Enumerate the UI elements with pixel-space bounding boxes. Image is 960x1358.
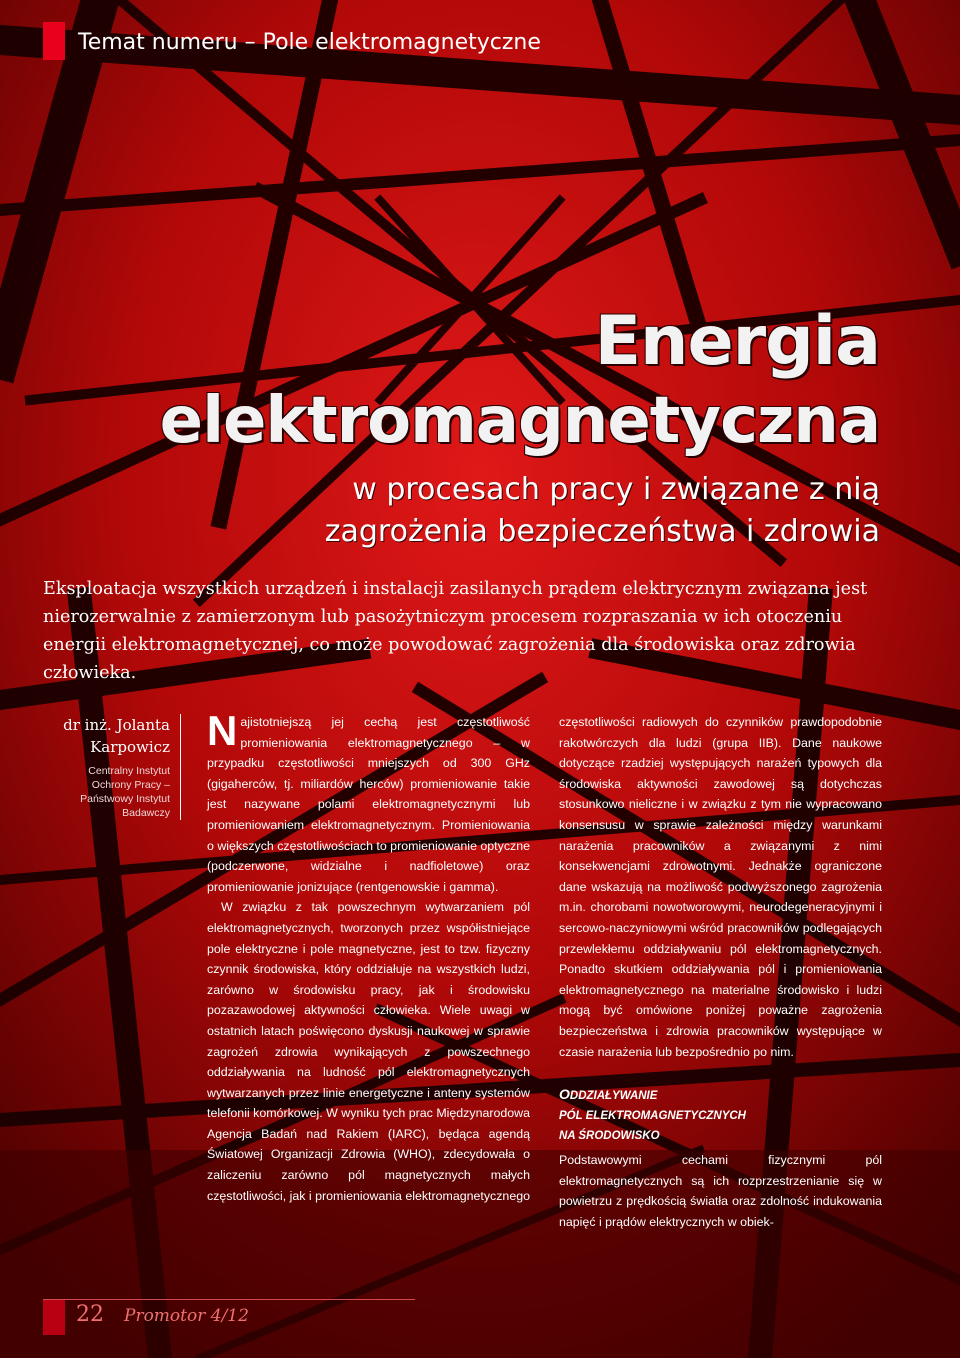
author-divider <box>180 714 181 820</box>
body-paragraph-2: W związku z tak powszechnym wytwarzaniem pól elektromagnetycznych, tworzonych przez współistniejące pole elektryczne i pole magnetyczne, jest to tzw. fizyczny czynnik środowiska, który oddziałuje na wszystkich ludzi, zarówno w środowisku pracy, jak i środowisku pozazawodowej aktywności człowieka. Wiele uwagi w ostatnich latach poświęcono dyskusji naukowej w sprawie zagrożeń zdrowia wynikających z powszechnego oddziaływania na ludność pól elektromagnetycznych wytwarzanych przez linie energetyczne i anteny systemów telefonii komórkowej. W wyniku tych prac Międzynarodowa Agencja Badań nad Rakiem (IARC), będąca agendą Światowej Organizacji Zdrowia (WHO), zdecydowała o zaliczeniu zarówno pól magnetycznych małych częstotliwości, jak i promieniowania elektromagnetycznego <box>207 900 530 1203</box>
body-column-2 <box>559 712 882 1232</box>
author-institution-4: Badawczy <box>122 807 170 819</box>
footer-marker <box>43 1299 65 1335</box>
section-header: Temat numeru – Pole elektromagnetyczne <box>78 30 541 55</box>
author-institution-1: Centralny Instytut <box>88 765 170 777</box>
page-number: 22 <box>76 1302 104 1327</box>
section-heading: ODDZIAŁYWANIE PÓL ELEKTROMAGNETYCZNYCH NA ŚRODOWISKO <box>559 1086 746 1143</box>
title-line-2: elektromagnetyczna <box>159 384 880 458</box>
author-name-2: Karpowicz <box>90 738 170 756</box>
drop-cap: N <box>207 707 238 754</box>
title-line-1: Energia <box>594 302 880 381</box>
author-name-1: dr inż. Jolanta <box>63 716 170 734</box>
section-marker <box>43 22 65 60</box>
lead-paragraph: Eksploatacja wszystkich urządzeń i instalacji zasilanych prądem elektrycznym związana jest nierozerwalnie z zamierzonym lub pasożytniczym procesem rozpraszania w ich otoczeniu energii elektromagnetycznej, co może powodować zagrożenia dla środowiska oraz zdrowia człowieka. <box>43 579 868 683</box>
body-column-1 <box>207 707 530 1206</box>
subtitle-line-1: w procesach pracy i związane z nią <box>352 472 880 507</box>
subtitle-line-2: zagrożenia bezpieczeństwa i zdrowia <box>324 514 880 549</box>
author-institution-3: Państwowy Instytut <box>80 793 170 805</box>
footer-rule <box>43 1299 415 1300</box>
body-paragraph-4: Podstawowymi cechami fizycznymi pól elektromagnetycznych są ich rozprzestrzenianie się w powietrzu z prędkością światła oraz zdolność indukowania napięć i prądów elektrycznych w obiek- <box>559 1153 882 1229</box>
body-paragraph-3: częstotliwości radiowych do czynników prawdopodobnie rakotwórczych dla ludzi (grupa IIB). Dane naukowe dotyczące rzadziej występujących narażeń typowych dla środowiska aktywności zawodowej są dotychczas stosunkowo nieliczne i w związku z tym nie wypracowano konsensusu w sprawie zależności między warunkami narażenia pracowników a związanymi z nimi konsekwencjami zdrowotnymi. Jednakże ograniczone dane wskazują na możliwość podwyższonego zagrożenia m.in. chorobami nowotworowymi, neurodegeneracyjnymi i sercowo-naczyniowymi wśród pracowników podlegających przewlekłemu oddziaływaniu pól elektromagnetycznych. Ponadto skutkiem oddziaływania pól i promieniowania elektromagnetycznego na materialne środowisko i ludzi mogą być omówione poniżej poważne zagrożenia bezpieczeństwa i zdrowia pracowników występujące w czasie narażenia lub bezpośrednio po nim. <box>559 715 882 1059</box>
author-block <box>60 714 170 820</box>
author-institution-2: Ochrony Pracy – <box>91 779 170 791</box>
magazine-name: Promotor 4/12 <box>124 1306 249 1326</box>
body-paragraph-1: Najistotniejszą jej cechą jest częstotliwość promieniowania elektromagnetycznego – w przypadku częstotliwości mniejszych od 300 GHz (gigaherców, tj. miliardów herców) promieniowanie takie jest nazywane polami elektromagnetycznymi lub promieniowaniem elektromagnetycznym. Promieniowania o większych częstotliwościach to promieniowanie optyczne (podczerwone, widzialne i nadfioletowe) oraz promieniowanie jonizujące (rentgenowskie i gamma). <box>207 707 530 894</box>
